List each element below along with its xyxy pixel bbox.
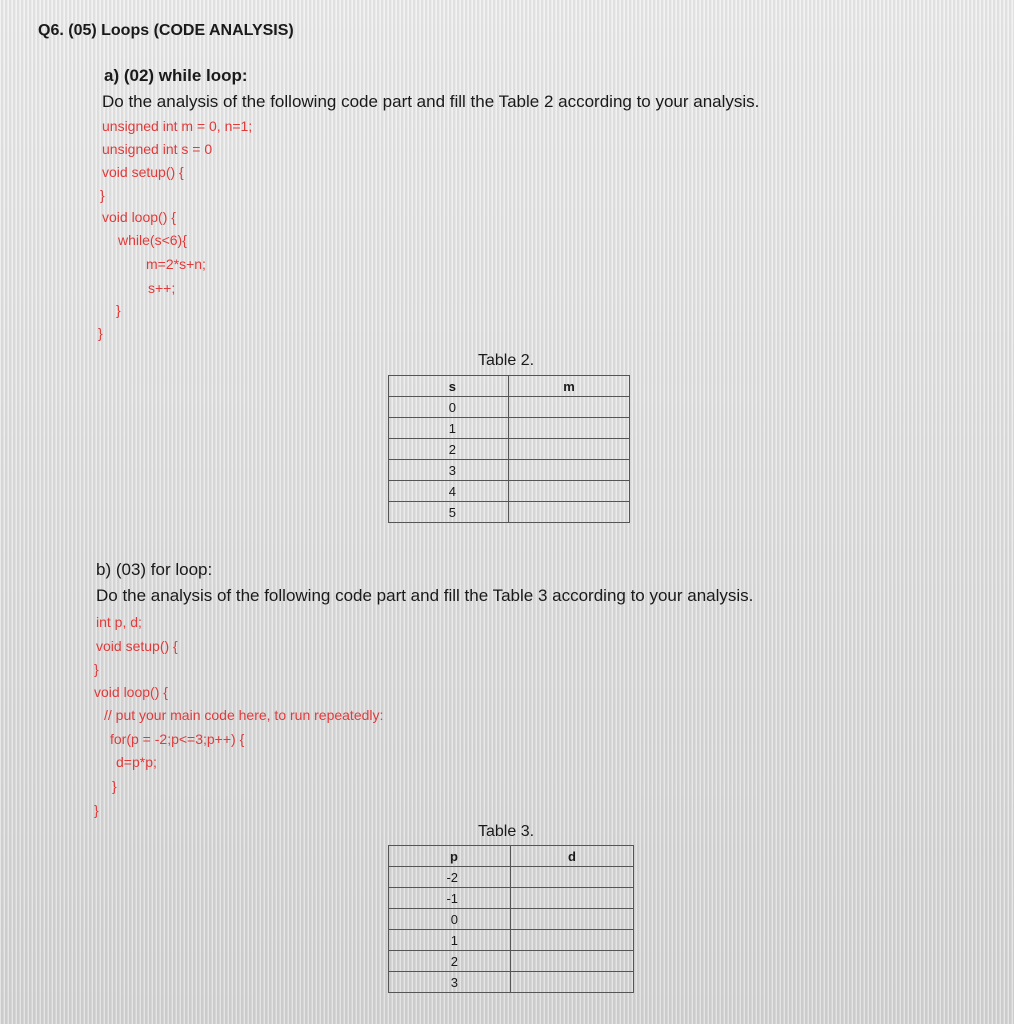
part-b-code-line-7: d=p*p; <box>116 754 157 770</box>
table-2-cell-m-empty[interactable] <box>509 481 630 502</box>
table-2-cell-m-empty[interactable] <box>509 502 630 523</box>
table-2-cell-s: 0 <box>389 397 509 418</box>
part-b-code-line-8: } <box>112 778 117 794</box>
table-2-cell-m-empty[interactable] <box>509 439 630 460</box>
table-3-header-p: p <box>389 846 511 867</box>
table-row <box>389 460 630 481</box>
table-row <box>389 439 630 460</box>
table-3-cell-p: -1 <box>389 888 511 909</box>
part-a-code-line-7: m=2*s+n; <box>146 256 206 272</box>
table-2-cell-s: 3 <box>389 460 509 481</box>
part-b-code-line-1: int p, d; <box>96 614 142 630</box>
table-3 <box>388 845 634 993</box>
table-row <box>389 951 634 972</box>
part-a-heading: a) (02) while loop: <box>104 66 248 85</box>
part-a-code-line-10: } <box>98 325 103 341</box>
part-a-code-line-4: } <box>100 187 105 203</box>
question-title: Q6. (05) Loops (CODE ANALYSIS) <box>38 22 294 39</box>
table-row <box>389 502 630 523</box>
part-b-code-line-4: void loop() { <box>94 684 168 700</box>
table-2-caption: Table 2. <box>478 352 535 369</box>
table-3-cell-p: 1 <box>389 930 511 951</box>
table-row <box>389 397 630 418</box>
table-3-cell-p: -2 <box>389 867 511 888</box>
table-2-cell-s: 5 <box>389 502 509 523</box>
table-3-header-row <box>389 846 634 867</box>
table-3-cell-d-empty[interactable] <box>511 867 634 888</box>
table-2-cell-m-empty[interactable] <box>509 418 630 439</box>
table-2-cell-m-empty[interactable] <box>509 460 630 481</box>
table-2-header-row <box>389 376 630 397</box>
table-3-cell-d-empty[interactable] <box>511 888 634 909</box>
table-3-cell-p: 3 <box>389 972 511 993</box>
part-b-description: Do the analysis of the following code part and fill the Table 3 according to your analysis. <box>96 586 754 605</box>
table-2-cell-s: 4 <box>389 481 509 502</box>
table-2-cell-m-empty[interactable] <box>509 397 630 418</box>
table-3-cell-d-empty[interactable] <box>511 909 634 930</box>
table-row <box>389 418 630 439</box>
table-row <box>389 481 630 502</box>
part-a-code-line-1: unsigned int m = 0, n=1; <box>102 118 253 134</box>
part-a-code-line-3: void setup() { <box>102 164 184 180</box>
table-2 <box>388 375 630 523</box>
part-a-description: Do the analysis of the following code part and fill the Table 2 according to your analysis. <box>102 92 760 111</box>
part-a-code-line-2: unsigned int s = 0 <box>102 141 213 157</box>
table-2-cell-s: 2 <box>389 439 509 460</box>
table-3-caption: Table 3. <box>478 823 535 840</box>
table-row <box>389 867 634 888</box>
part-a-code-line-9: } <box>116 302 121 318</box>
table-3-cell-p: 2 <box>389 951 511 972</box>
part-b-code-line-6: for(p = -2;p<=3;p++) { <box>110 731 245 747</box>
part-b-code-line-3: } <box>94 661 99 677</box>
table-row <box>389 930 634 951</box>
table-2-cell-s: 1 <box>389 418 509 439</box>
table-2-header-s: s <box>389 376 509 397</box>
part-b-code-line-9: } <box>94 802 99 818</box>
table-3-cell-d-empty[interactable] <box>511 951 634 972</box>
table-row <box>389 888 634 909</box>
table-3-cell-d-empty[interactable] <box>511 930 634 951</box>
part-a-code-line-5: void loop() { <box>102 209 176 225</box>
part-b-code-line-2: void setup() { <box>96 638 178 654</box>
table-row <box>389 909 634 930</box>
part-b-heading: b) (03) for loop: <box>96 560 213 579</box>
table-3-cell-d-empty[interactable] <box>511 972 634 993</box>
part-a-code-line-6: while(s<6){ <box>118 232 187 248</box>
part-b-code-line-5: // put your main code here, to run repeatedly: <box>104 707 384 723</box>
table-3-header-d: d <box>511 846 634 867</box>
table-row <box>389 972 634 993</box>
table-2-header-m: m <box>509 376 630 397</box>
part-a-code-line-8: s++; <box>148 280 176 296</box>
table-3-cell-p: 0 <box>389 909 511 930</box>
